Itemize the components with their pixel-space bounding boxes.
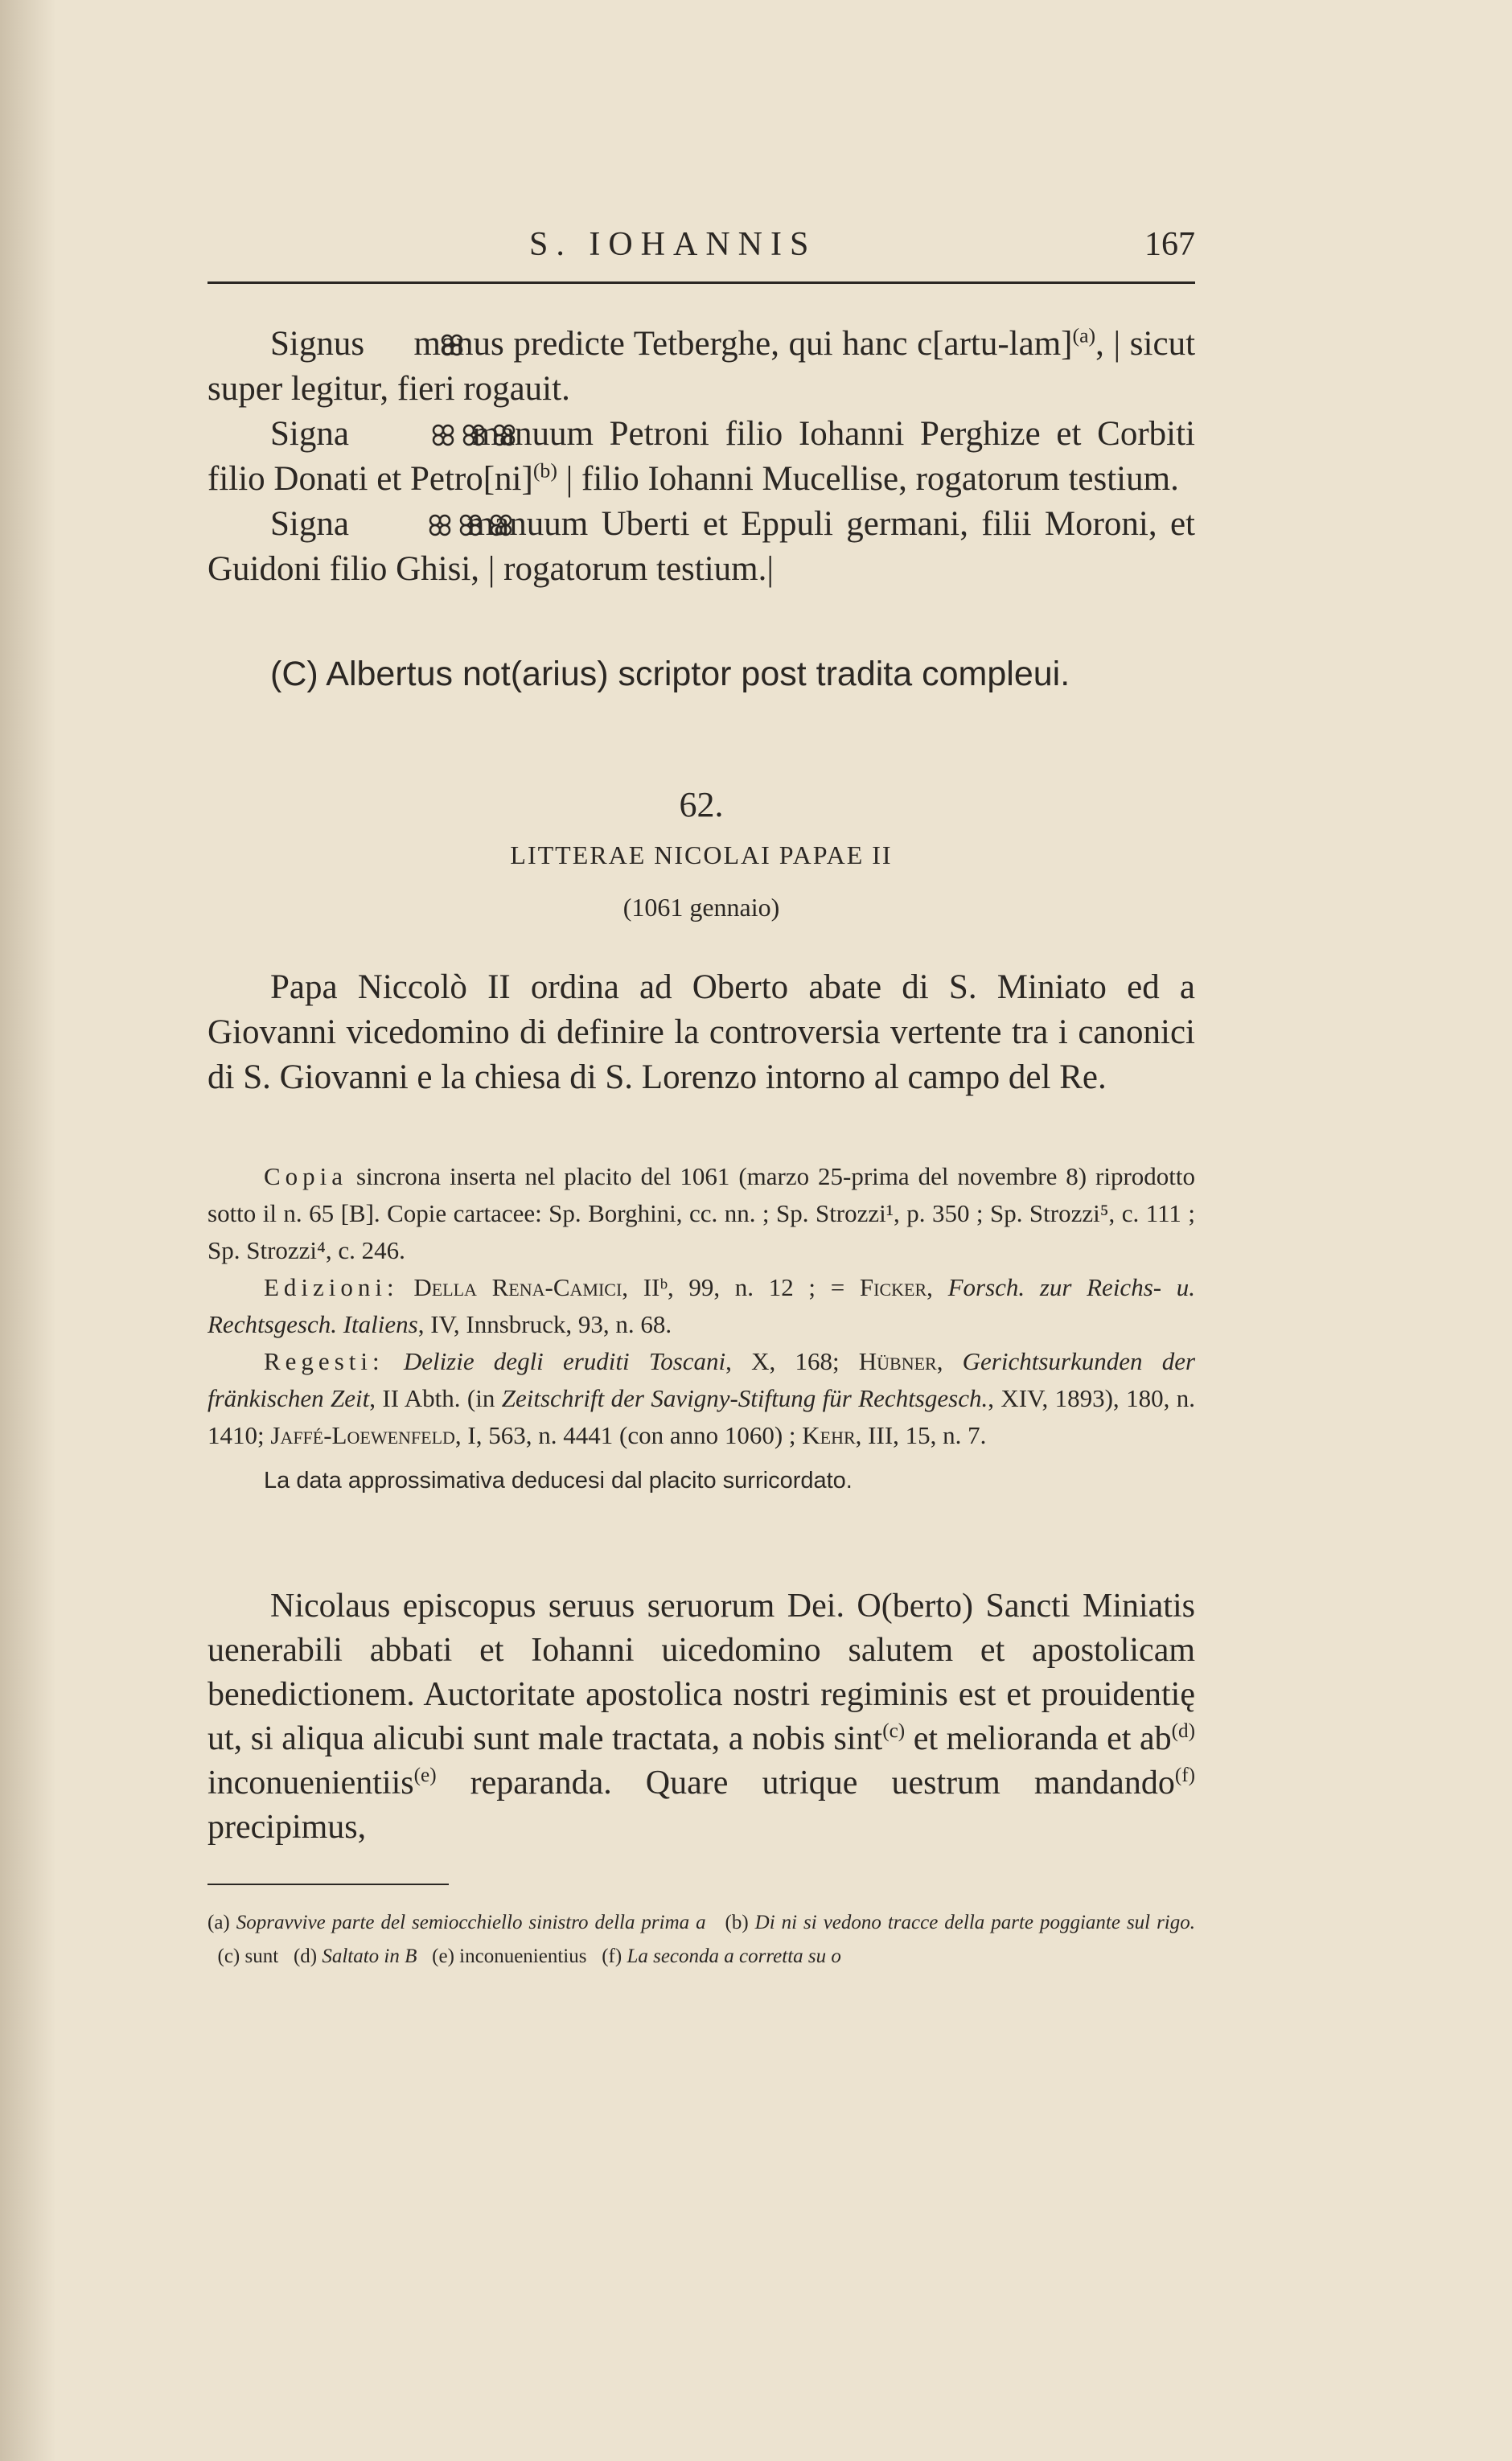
scribe-line bbox=[207, 651, 1195, 696]
edizioni-label: Edizioni: bbox=[264, 1273, 399, 1301]
apparatus bbox=[207, 1158, 1195, 1499]
footnote-ref: (a) bbox=[1072, 323, 1096, 347]
signum-cross-icon bbox=[365, 504, 389, 528]
page-number: 167 bbox=[1144, 226, 1195, 263]
footnote-ref: (d) bbox=[1171, 1720, 1195, 1742]
citation-text: , bbox=[936, 1347, 963, 1375]
header-rule bbox=[207, 281, 1195, 284]
citation-author: Jaffé-Loewenfeld bbox=[270, 1421, 455, 1449]
citation-text: , XIV, 1893), 180, n. 1410; bbox=[207, 1384, 1195, 1449]
document-summary bbox=[207, 965, 1195, 1100]
citation-author: Della Rena-Camici bbox=[413, 1273, 622, 1301]
footnote-text: sunt bbox=[244, 1945, 279, 1967]
signature-text: Signa bbox=[270, 415, 349, 453]
footnote-label: (e) bbox=[432, 1945, 454, 1967]
citation-text: , II Abth. (in bbox=[369, 1384, 502, 1412]
footnote-label: (a) bbox=[207, 1912, 230, 1933]
footnote-ref: (f) bbox=[1174, 1765, 1195, 1786]
signature-text: Signa bbox=[270, 505, 349, 543]
scribe-text: (C) Albertus not(arius) scriptor post tradita compleui. bbox=[270, 655, 1070, 693]
signature-text: manus predicte Tetberghe, qui hanc c[artu-lam] bbox=[413, 325, 1073, 363]
copia-label: Copia bbox=[264, 1162, 348, 1190]
letter-part: reparanda. Quare utrique uestrum mandando bbox=[436, 1765, 1175, 1802]
signatures-block bbox=[207, 322, 1195, 592]
footnote-ref: (c) bbox=[882, 1720, 906, 1742]
footnote-rule bbox=[207, 1884, 449, 1885]
copia-text: sincrona inserta nel placito del 1061 (marzo 25-prima del novembre 8) riprodotto sotto il n. 65 [B]. Copie cartacee: Sp. Borghini, cc. nn. ; Sp. Strozzi¹, p. 350 ; Sp. Strozzi⁵, c. 111 ; Sp. Strozzi⁴, c. 246. bbox=[207, 1162, 1196, 1264]
signature-text: , | sicut super legitur, fieri rogauit. bbox=[207, 325, 1196, 408]
footnote-text: La seconda a corretta su o bbox=[627, 1945, 841, 1967]
signum-cross-icon bbox=[377, 324, 401, 348]
citation-author: Ficker bbox=[859, 1273, 927, 1301]
signature-text: | filio Iohanni Mucellise, rogatorum testium. bbox=[565, 460, 1179, 498]
footnote-text: inconuenientius bbox=[459, 1945, 587, 1967]
document-number: 62. bbox=[679, 785, 724, 824]
footnote-text: Sopravvive parte del semiocchiello sinistro della prima a bbox=[236, 1912, 706, 1933]
citation-text: , IV, Innsbruck, 93, n. 68. bbox=[417, 1310, 672, 1338]
footnote-text: Di ni si vedono tracce della parte poggiante sul rigo. bbox=[754, 1912, 1196, 1933]
footnote-label: (c) bbox=[217, 1945, 240, 1967]
citation-title: Delizie degli eruditi Toscani bbox=[403, 1347, 726, 1375]
summary-text: Papa Niccolò II ordina ad Oberto abate di S. Miniato ed a Giovanni vicedomino di definire la controversia vertente tra i canonici di S. Giovanni e la chiesa di S. Lorenzo intorno al campo del Re. bbox=[207, 968, 1195, 1096]
signum-cross-icon bbox=[399, 414, 423, 438]
date-note: La data approssimativa deducesi dal placito surricordato. bbox=[264, 1468, 853, 1493]
citation-text: , III, 15, n. 7. bbox=[855, 1421, 987, 1449]
signature-line-3 bbox=[207, 502, 1195, 592]
citation-text: , bbox=[927, 1273, 948, 1301]
gutter-shadow bbox=[0, 0, 56, 2461]
footnote-label: (b) bbox=[725, 1912, 749, 1933]
signature-line-1 bbox=[207, 322, 1195, 412]
signature-line-2 bbox=[207, 412, 1195, 502]
citation-author: Hübner bbox=[858, 1347, 937, 1375]
signature-text: manuum Petroni filio Iohanni Perghize et Corbiti filio Donati et Petro[ni] bbox=[207, 415, 1196, 498]
document-date: (1061 gennaio) bbox=[622, 893, 780, 922]
signum-cross-icon bbox=[396, 504, 420, 528]
footnote-ref: (e) bbox=[413, 1765, 437, 1786]
footnote-text: Saltato in B bbox=[322, 1945, 417, 1967]
letter-paragraph bbox=[207, 1584, 1195, 1850]
letter-part: precipimus, bbox=[207, 1809, 367, 1846]
signum-cross-icon bbox=[368, 414, 392, 438]
footnote-label: (d) bbox=[293, 1945, 318, 1967]
letter-part: Nicolaus episcopus seruus seruorum Dei. O(berto) Sancti Miniatis uenerabili abbati et Iohanni uicedomino salutem et apostolicam benedictionem. Auctoritate apostolica nostri regiminis est et prouidentię ut, si aliqua alicubi sunt male tractata, a nobis sint bbox=[207, 1588, 1195, 1757]
edizioni-paragraph bbox=[207, 1269, 1195, 1343]
letter-part: inconuenientiis bbox=[207, 1765, 414, 1802]
signature-text: Signus bbox=[270, 325, 365, 363]
letter-part: et melioranda et ab bbox=[905, 1720, 1172, 1757]
citation-text: , IIᵇ, 99, n. 12 ; = bbox=[622, 1273, 860, 1301]
signature-text: manuum Uberti et Eppuli germani, filii Moroni, et Guidoni filio Ghisi, | rogatorum testium.| bbox=[207, 505, 1196, 588]
citation-title: Zeitschrift der Savigny-Stiftung für Rechtsgesch. bbox=[501, 1384, 988, 1412]
citation-author: Kehr bbox=[802, 1421, 856, 1449]
regesti-label: Regesti: bbox=[264, 1347, 384, 1375]
document-title: LITTERAE NICOLAI PAPAE II bbox=[510, 840, 893, 869]
letter-text bbox=[207, 1584, 1195, 1850]
copia-paragraph bbox=[207, 1158, 1195, 1269]
citation-title: Gerichtsurkunden der fränkischen Zeit bbox=[207, 1347, 1196, 1412]
signum-cross-icon bbox=[429, 414, 454, 438]
citation-title: Forsch. zur Reichs- u. Rechtsgesch. Italiens bbox=[207, 1273, 1196, 1338]
footnotes bbox=[207, 1906, 1195, 1974]
citation-text: , I, 563, n. 4441 (con anno 1060) ; bbox=[454, 1421, 803, 1449]
footnote-label: (f) bbox=[602, 1945, 622, 1967]
signum-cross-icon bbox=[426, 504, 450, 528]
footnote-ref: (b) bbox=[532, 458, 557, 483]
running-title: S. IOHANNIS bbox=[529, 226, 817, 263]
regesti-paragraph bbox=[207, 1343, 1195, 1454]
page-header bbox=[207, 225, 1195, 273]
citation-text: , X, 168; bbox=[725, 1347, 859, 1375]
